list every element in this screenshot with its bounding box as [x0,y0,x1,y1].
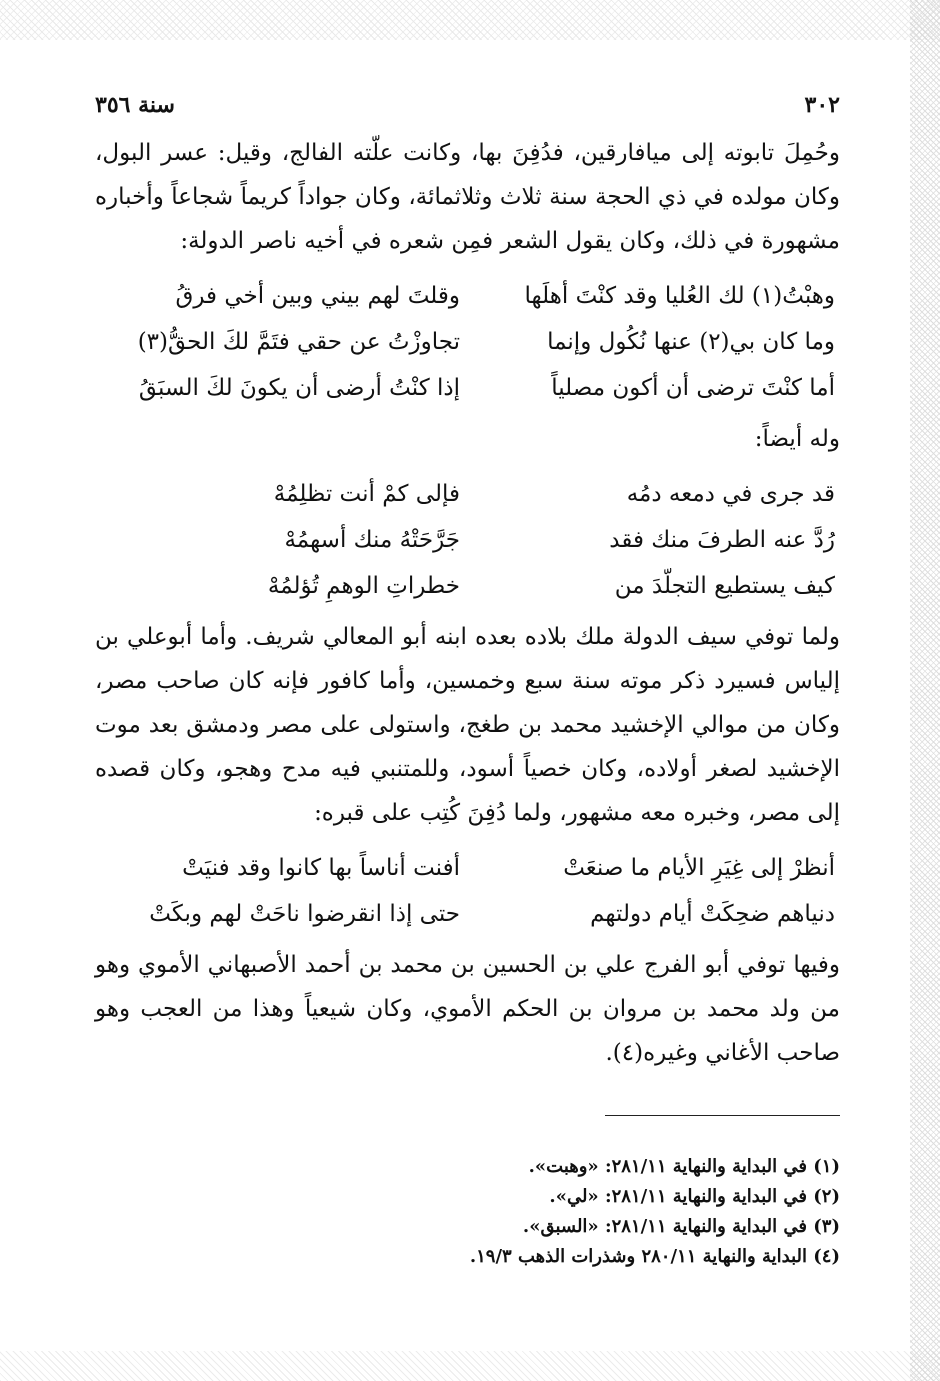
verse [95,891,840,937]
verse-first-hemistich: أما كنْتَ ترضى أن أكون مصلياً [551,375,835,401]
verse-second-hemistich: وقلتَ لهم بيني وبين أخي فرقُ [175,283,460,309]
footnote: (٣) في البداية والنهاية ٢٨١/١١: «السبق». [522,1216,840,1237]
verse-second-hemistich: خطراتِ الوهمِ تُؤلمُهْ [267,573,460,599]
verse [95,273,840,319]
paragraph-3: وفيها توفي أبو الفرج علي بن الحسين بن محمد بن أحمد الأصبهاني الأموي وهو من ولد محمد بن مروان بن الحكم الأموي، وكان شيعياً وهذا من العجب وهو صاحب الأغاني وغيره(٤). [95,952,840,1066]
paragraph-2: ولما توفي سيف الدولة ملك بلاده بعده ابنه أبو المعالي شريف. وأما أبوعلي بن إلياس فسيرد ذكر موته سنة سبع وخمسين، وأما كافور فإنه كان صاحب مصر، وكان من موالي الإخشيد محمد بن طغج، واستولى على مصر ودمشق بعد موت الإخشيد لصغر أولاده، وكان خصياً أسود، وللمتنبي فيه مدح وهجو، وكان قصده إلى مصر، وخبره معه مشهور، ولما دُفِنَ كُتِب على قبره: [95,624,840,826]
scan-edge-bottom [0,1351,940,1381]
verse-second-hemistich: إذا كنْتُ أرضى أن يكونَ لكَ السبَقُ [138,375,460,401]
verse-first-hemistich: وما كان بي(٢) عنها نُكُول وإنما [547,329,835,355]
verse-first-hemistich: دنياهم ضحِكَتْ أيام دولتهم [590,901,835,927]
verse [95,845,840,891]
paragraph-1: وحُمِلَ تابوته إلى ميافارقين، فدُفِنَ بها، وكانت علّته الفالج، وقيل: عسر البول، وكان مولده في ذي الحجة سنة ثلاث وثلاثمائة، وكان جواداً كريماً شجاعاً وأخباره مشهورة في ذلك، وكان يقول الشعر فمِن شعره في أخيه ناصر الدولة: [95,140,840,254]
also-label: وله أيضاً: [754,426,840,452]
footnote: (٢) في البداية والنهاية ٢٨١/١١: «لي». [549,1186,840,1207]
verse-second-hemistich: أفنت أناساً بها كانوا وقد فنيَتْ [182,855,460,881]
verse-first-hemistich: وهبْتُ(١) لك العُليا وقد كنْتَ أهلَها [524,283,835,309]
verse-second-hemistich: تجاوزْتُ عن حقي فتَمَّ لكَ الحقُّ(٣) [137,329,460,355]
verse [95,517,840,563]
footnotes [95,1152,840,1272]
running-head-year: سنة ٣٥٦ [95,92,175,118]
page-number: ٣٠٢ [804,92,840,118]
page-content [95,85,840,1272]
verse-first-hemistich: قد جرى في دمعه دمُه [626,481,835,507]
verse-first-hemistich: أنظرْ إلى غِيَرِ الأيام ما صنعَتْ [563,855,835,881]
verse-second-hemistich: جَرَّحَتْهُ منك أسهمُهْ [284,527,460,553]
verse-first-hemistich: كيف يستطيع التجلّدَ من [614,573,835,599]
verse-second-hemistich: حتى إذا انقرضوا ناحَتْ لهم وبكَتْ [149,901,460,927]
poem-3 [95,845,840,937]
verse [95,319,840,365]
scan-edge-right [910,0,940,1381]
footnote-separator [605,1115,840,1116]
verse [95,365,840,411]
verse [95,563,840,609]
verse [95,471,840,517]
poem-2 [95,471,840,609]
footnote: (١) في البداية والنهاية ٢٨١/١١: «وهبت». [528,1156,840,1177]
page-header [95,85,840,125]
poem-1 [95,273,840,411]
verse-first-hemistich: رُدَّ عنه الطرفَ منك فقد [609,527,835,553]
scan-edge-top [0,0,940,40]
footnote: (٤) البداية والنهاية ٢٨٠/١١ وشذرات الذهب ١٩/٣. [469,1246,840,1267]
verse-second-hemistich: فإلى كمْ أنت تظلِمُهْ [273,481,460,507]
